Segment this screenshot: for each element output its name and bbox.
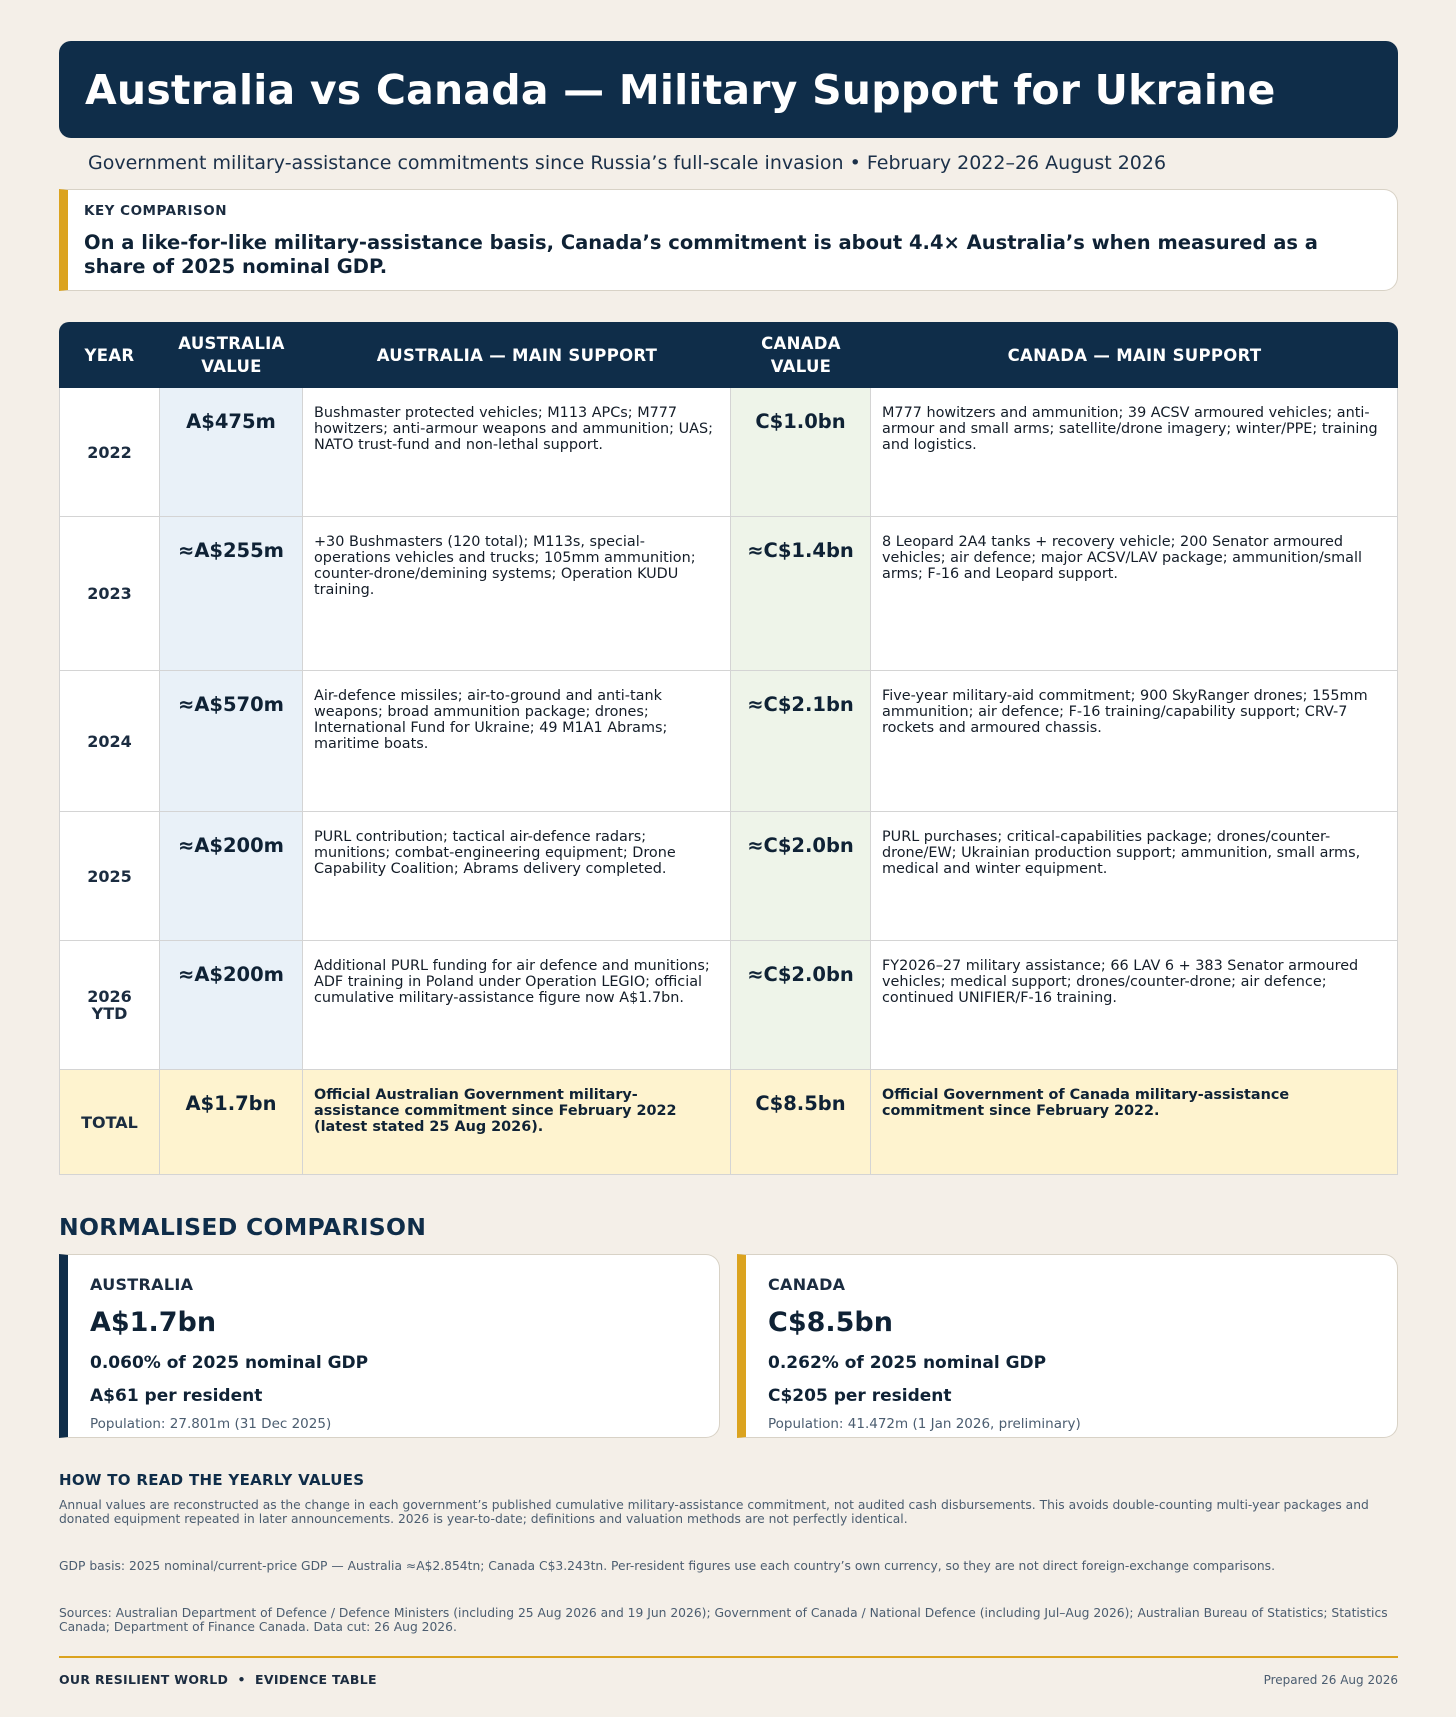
canada-total-support-cell: Official Government of Canada military-assistance commitment since February 2022. [871,1070,1398,1175]
table-row [59,388,1398,517]
normalised-comparison-title: NORMALISED COMPARISON [59,1213,427,1241]
card-population: Population: 27.801m (31 Dec 2025) [90,1416,332,1432]
table-row [59,671,1398,812]
total-row [59,1070,1398,1175]
australia-value-cell: A$475m [160,388,303,517]
gdp-basis-note: GDP basis: 2025 nominal/current-price GDP — Australia ≈A$2.854tn; Canada C$3.243tn. Per-resident figures use each country’s own currency, so they are not direct foreign-exchange comparisons. [59,1559,1275,1573]
australia-support-cell: Bushmaster protected vehicles; M113 APCs; M777 howitzers; anti-armour weapons and ammunition; UAS; NATO trust-fund and non-lethal support. [303,388,731,517]
year-cell: 2024 [59,671,160,812]
year-cell: 2025 [59,812,160,941]
canada-value-cell: ≈C$1.4bn [731,517,871,671]
australia-total-support-cell: Official Australian Government military-assistance commitment since February 2022 (latest stated 25 Aug 2026). [303,1070,731,1175]
table-row [59,941,1398,1070]
header-canada-support: CANADA — MAIN SUPPORT [871,322,1398,388]
card-amount: A$1.7bn [90,1307,217,1338]
header-australia-support: AUSTRALIA — MAIN SUPPORT [303,322,731,388]
card-gdp-share: 0.262% of 2025 nominal GDP [768,1353,1047,1373]
australia-support-cell: Air-defence missiles; air-to-ground and anti-tank weapons; broad ammunition package; drones; International Fund for Ukraine; 49 M1A1 Abrams; maritime boats. [303,671,731,812]
canada-value-cell: ≈C$2.1bn [731,671,871,812]
card-country-name: AUSTRALIA [90,1275,194,1294]
australia-support-cell: PURL contribution; tactical air-defence radars; munitions; combat-engineering equipment; Drone Capability Coalition; Abrams delivery completed. [303,812,731,941]
header-australia-value: AUSTRALIA VALUE [160,322,303,388]
australia-value-cell: ≈A$570m [160,671,303,812]
australia-value-cell: ≈A$255m [160,517,303,671]
page-title: Australia vs Canada — Military Support for Ukraine [85,65,1276,114]
canada-support-cell: M777 howitzers and ammunition; 39 ACSV armoured vehicles; anti-armour and small arms; satellite/drone imagery; winter/PPE; training and logistics. [871,388,1398,517]
evidence-table [59,322,1398,1175]
card-population: Population: 41.472m (1 Jan 2026, preliminary) [768,1416,1081,1432]
year-cell: 2022 [59,388,160,517]
title-banner [59,41,1398,138]
card-per-resident: A$61 per resident [90,1386,263,1406]
canada-support-cell: 8 Leopard 2A4 tanks + recovery vehicle; 200 Senator armoured vehicles; air defence; major ACSV/LAV package; ammunition/small arms; F-16 and Leopard support. [871,517,1398,671]
canada-total-value-cell: C$8.5bn [731,1070,871,1175]
key-comparison-label: KEY COMPARISON [84,203,227,219]
page-subtitle: Government military-assistance commitments since Russia’s full-scale invasion • February 2022–26 August 2026 [88,152,1167,174]
canada-value-cell: ≈C$2.0bn [731,812,871,941]
card-per-resident: C$205 per resident [768,1386,952,1406]
canada-support-cell: FY2026–27 military assistance; 66 LAV 6 + 383 Senator armoured vehicles; medical support; drones/counter-drone; air defence; continued UNIFIER/F-16 training. [871,941,1398,1070]
year-cell: 2023 [59,517,160,671]
footer-brand: OUR RESILIENT WORLD • EVIDENCE TABLE [59,1672,377,1687]
key-comparison-text: On a like-for-like military-assistance basis, Canada’s commitment is about 4.4× Australia’s when measured as a share of 2025 nominal GDP. [84,231,1318,278]
australia-card [59,1254,720,1438]
footer-divider [59,1656,1398,1658]
card-amount: C$8.5bn [768,1307,893,1338]
table-header-row [59,322,1398,388]
table-row [59,517,1398,671]
australia-total-value-cell: A$1.7bn [160,1070,303,1175]
footer [59,1672,1398,1687]
normalised-cards [59,1254,1398,1438]
australia-support-cell: Additional PURL funding for air defence and munitions; ADF training in Poland under Operation LEGIO; official cumulative military-assistance figure now A$1.7bn. [303,941,731,1070]
page [59,41,1398,1687]
australia-value-cell: ≈A$200m [160,941,303,1070]
total-label-cell: TOTAL [59,1070,160,1175]
canada-value-cell: ≈C$2.0bn [731,941,871,1070]
header-canada-value: CANADA VALUE [731,322,871,388]
canada-support-cell: Five-year military-aid commitment; 900 SkyRanger drones; 155mm ammunition; air defence; F-16 training/capability support; CRV-7 rockets and armoured chassis. [871,671,1398,812]
footer-date: Prepared 26 Aug 2026 [1263,1672,1398,1687]
card-country-name: CANADA [768,1275,846,1294]
canada-support-cell: PURL purchases; critical-capabilities package; drones/counter-drone/EW; Ukrainian production support; ammunition, small arms, medical and winter equipment. [871,812,1398,941]
header-year: YEAR [59,322,160,388]
howto-title: HOW TO READ THE YEARLY VALUES [59,1471,365,1489]
australia-support-cell: +30 Bushmasters (120 total); M113s, special-operations vehicles and trucks; 105mm ammunition; counter-drone/demining systems; Operation KUDU training. [303,517,731,671]
canada-card [737,1254,1398,1438]
year-cell: 2026 YTD [59,941,160,1070]
canada-value-cell: C$1.0bn [731,388,871,517]
sources-note: Sources: Australian Department of Defence / Defence Ministers (including 25 Aug 2026 and 19 Jun 2026); Government of Canada / National Defence (including Jul–Aug 2026); Australian Bureau of Statistics; Statistics Canada; Department of Finance Canada. Data cut: 26 Aug 2026. [59,1606,1388,1634]
howto-text: Annual values are reconstructed as the change in each government’s published cumulative military-assistance commitment, not audited cash disbursements. This avoids double-counting multi-year packages and donated equipment repeated in later announcements. 2026 is year-to-date; definitions and valuation methods are not perfectly identical. [59,1498,1369,1526]
australia-value-cell: ≈A$200m [160,812,303,941]
table-row [59,812,1398,941]
key-comparison-box [59,189,1398,291]
card-gdp-share: 0.060% of 2025 nominal GDP [90,1353,369,1373]
